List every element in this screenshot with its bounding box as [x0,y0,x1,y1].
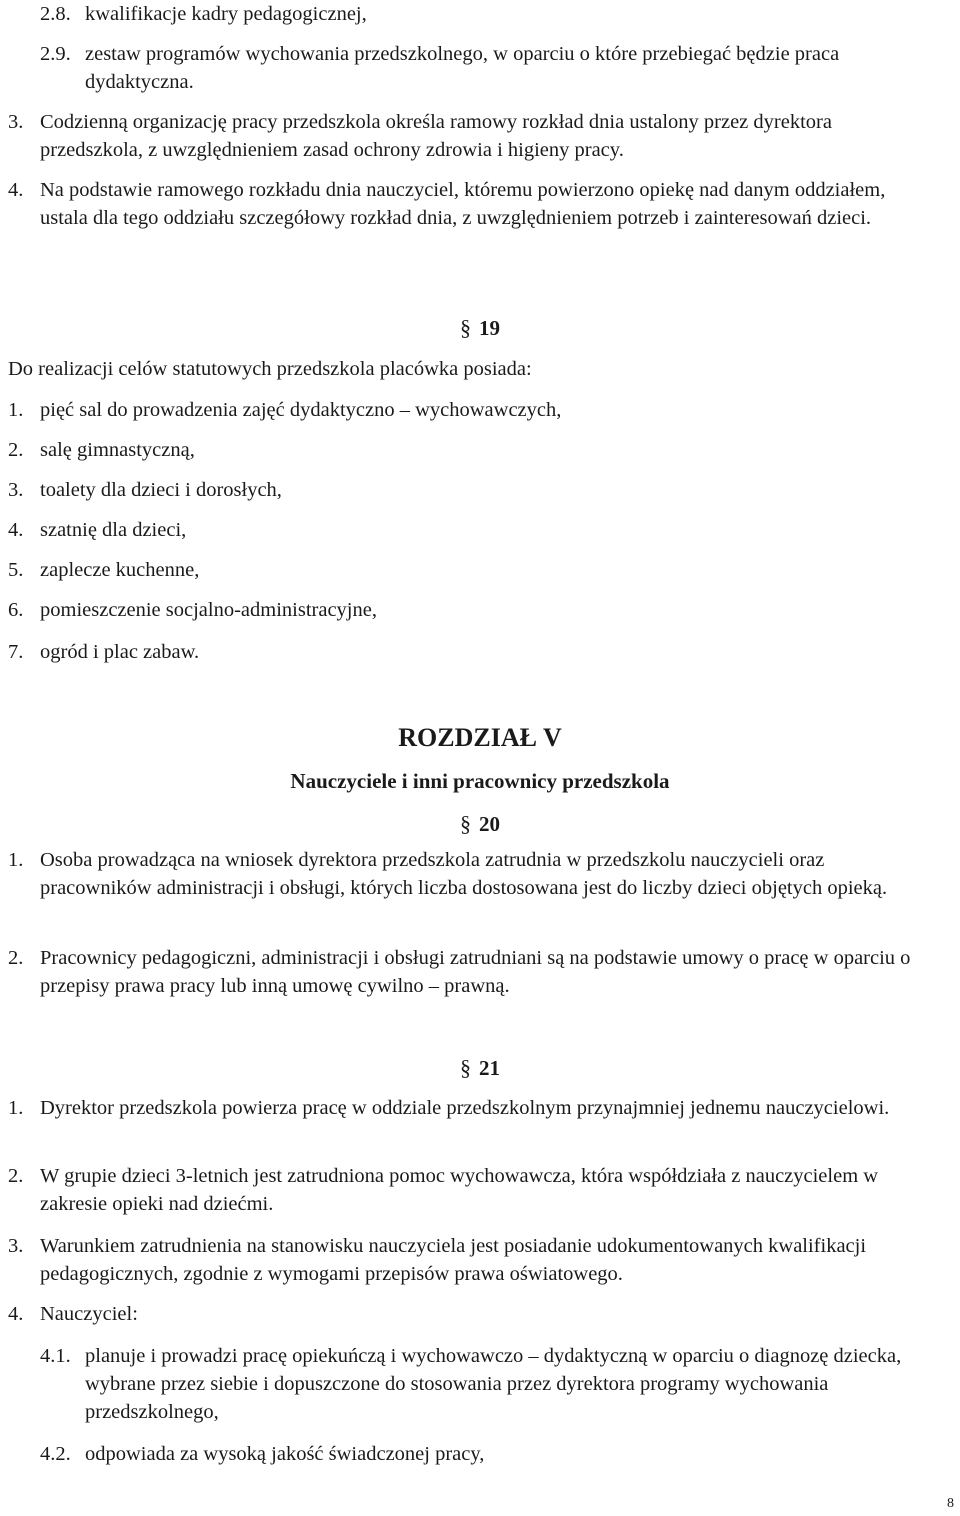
item-number: 6. [8,599,24,621]
item-number: 2. [8,947,24,969]
list-item [40,0,940,28]
item-number: 2.8. [40,3,71,25]
list-item [8,1094,938,1122]
item-text: salę gimnastyczną, [40,439,195,461]
item-text: planuje i prowadzi pracę opiekuńczą i wychowawczo – dydaktyczną w oparciu o diagnozę dziecka, wybrane przez siebie i dopuszczone do stosowania przez dyrektora programy wychowania przedszkolnego, [85,1345,902,1423]
list-item [8,944,938,1000]
list-item [8,176,938,232]
item-number: 5. [8,559,24,581]
item-text: Dyrektor przedszkola powierza pracę w oddziale przedszkolnym przynajmniej jednemu nauczycielowi. [40,1097,890,1119]
item-number: 7. [8,641,24,663]
list-item [8,516,938,544]
item-number: 4.2. [40,1443,71,1465]
item-number: 4. [8,1303,24,1325]
item-number: 2.9. [40,43,71,65]
item-text: Warunkiem zatrudnienia na stanowisku nauczyciela jest posiadanie udokumentowanych kwalifikacji pedagogicznych, zgodnie z wymogami przepisów prawa oświatowego. [40,1235,867,1285]
list-item [8,1162,938,1218]
item-text: Osoba prowadząca na wniosek dyrektora przedszkola zatrudnia w przedszkolu nauczycieli oraz pracowników administracji i obsługi, których liczba dostosowana jest do liczby dzieci objętych opieką. [40,849,888,899]
item-number: 1. [8,849,24,871]
item-text: zaplecze kuchenne, [40,559,200,581]
paragraph-mark: § [460,1055,471,1080]
list-item [8,108,938,164]
section-number: 19 [479,316,500,340]
section-heading-19 [0,314,960,342]
item-number: 3. [8,1235,24,1257]
item-number: 4.1. [40,1345,71,1367]
item-number: 3. [8,479,24,501]
list-item [8,1232,938,1288]
list-item [8,596,938,624]
item-text: pomieszczenie socjalno-administracyjne, [40,599,377,621]
item-text: szatnię dla dzieci, [40,519,187,541]
item-text: zestaw programów wychowania przedszkolnego, w oparciu o które przebiegać będzie praca dydaktyczna. [85,43,840,93]
item-number: 2. [8,439,24,461]
item-text: W grupie dzieci 3-letnich jest zatrudniona pomoc wychowawcza, która współdziała z nauczycielem w zakresie opieki nad dziećmi. [40,1165,879,1215]
item-number: 2. [8,1165,24,1187]
item-text: Codzienną organizację pracy przedszkola określa ramowy rozkład dnia ustalony przez dyrektora przedszkola, z uwzględnieniem zasad ochrony zdrowia i higieny pracy. [40,111,832,161]
item-text: odpowiada za wysoką jakość świadczonej pracy, [85,1443,485,1465]
sub-list-item [40,1440,940,1468]
item-text: Pracownicy pedagogiczni, administracji i obsługi zatrudniani są na podstawie umowy o pracę w oparciu o przepisy prawa pracy lub inną umowę cywilno – prawną. [40,947,911,997]
paragraph-mark: § [460,315,471,340]
section-heading-21 [0,1054,960,1082]
item-number: 3. [8,111,24,133]
page-number: 8 [947,1496,954,1511]
item-number: 4. [8,179,24,201]
item-text: pięć sal do prowadzenia zajęć dydaktyczno – wychowawczych, [40,399,562,421]
section-intro: Do realizacji celów statutowych przedszkola placówka posiada: [8,358,532,380]
item-text: Na podstawie ramowego rozkładu dnia nauczyciel, któremu powierzono opiekę nad danym oddziałem, ustala dla tego oddziału szczegółowy rozkład dnia, z uwzględnieniem potrzeb i zainteresowań dzieci. [40,179,886,229]
item-text: toalety dla dzieci i dorosłych, [40,479,282,501]
list-item [8,556,938,584]
list-item [8,638,938,666]
section-number: 20 [479,812,500,836]
list-item [8,846,938,902]
list-item [8,476,938,504]
list-item [8,1300,938,1328]
sub-list-item [40,1342,940,1426]
list-item [8,436,938,464]
item-text: Nauczyciel: [40,1303,138,1325]
item-number: 4. [8,519,24,541]
section-number: 21 [479,1056,500,1080]
chapter-subtitle: Nauczyciele i inni pracownicy przedszkola [290,769,670,793]
list-item [8,396,938,424]
item-text: ogród i plac zabaw. [40,641,200,663]
item-number: 1. [8,399,24,421]
section-heading-20 [0,810,960,838]
paragraph-mark: § [460,811,471,836]
item-number: 1. [8,1097,24,1119]
list-item [40,40,940,96]
chapter-title: ROZDZIAŁ V [398,723,562,752]
item-text: kwalifikacje kadry pedagogicznej, [85,3,367,25]
